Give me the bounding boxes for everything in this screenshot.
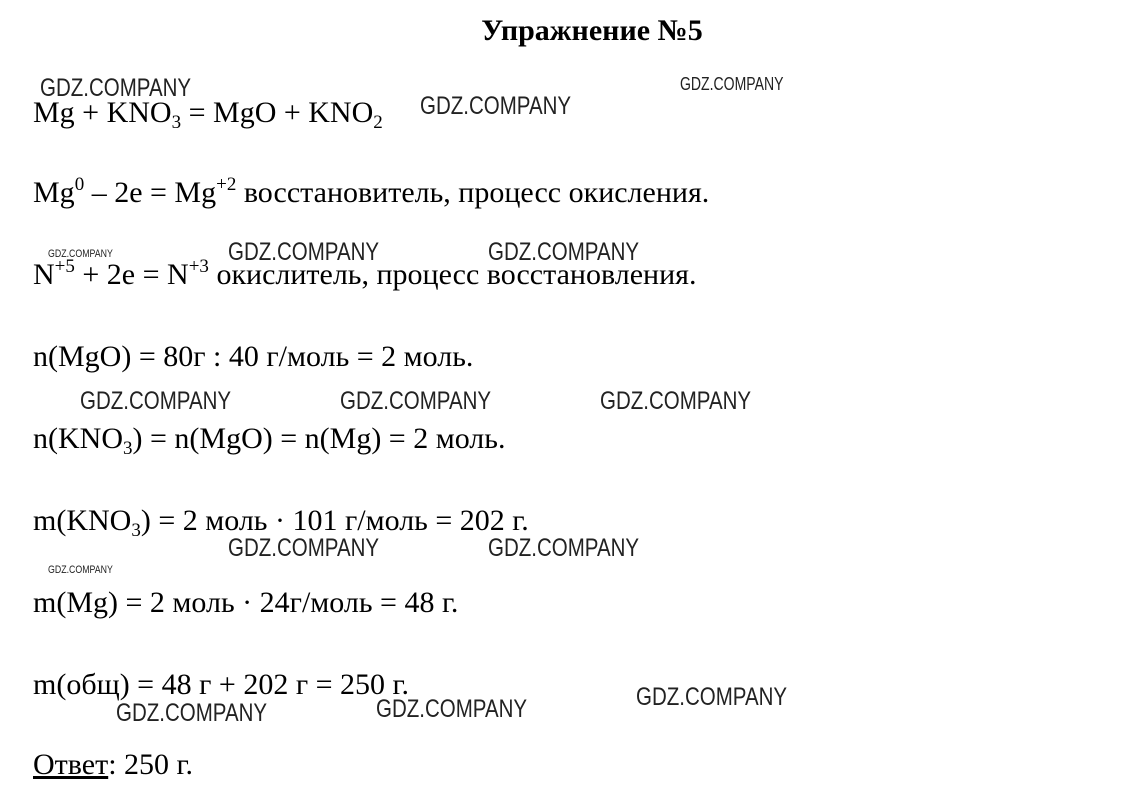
calc-moles-kno3: $n(KNO_3) = n(MgO) = n(Mg) = 2$ моль. [33,422,506,459]
watermark: GDZ.COMPANY [488,238,640,266]
oxidation-half-reaction: $Mg^0 - 2e = Mg^{+2}$ восстановитель, процесс окисления. [33,174,710,209]
calc-mass-mg: m(Mg) = 2 моль · 24г/моль = 48 г. [33,586,459,619]
watermark: GDZ.COMPANY [636,683,788,711]
calc-mass-kno3: $m(KNO_3) = 2$ моль · 101 г/моль = 202 г. [33,504,529,541]
reduction-half-reaction: $N^{+5} + 2e = N^{+3}$ окислитель, процесс восстановления. [33,256,697,291]
reaction-equation: $Mg + KNO_3$ = MgO + $KNO_2$ [33,96,383,133]
answer-label: Ответ [33,748,109,781]
page-title: Упражнение №5 [481,14,703,47]
watermark: GDZ.COMPANY [80,387,232,415]
watermark: GDZ.COMPANY [600,387,752,415]
calc-moles-mgo: n(MgO) = 80г : 40 г/моль = 2 моль. [33,340,474,373]
calc-mass-total: m(общ) = 48 г + 202 г = 250 г. [33,668,409,701]
watermark: GDZ.COMPANY [116,699,268,727]
watermark: GDZ.COMPANY [488,534,640,562]
watermark: GDZ.COMPANY [228,238,380,266]
answer [33,748,193,782]
watermark: GDZ.COMPANY [680,74,784,94]
watermark: GDZ.COMPANY [228,534,380,562]
answer-value: : 250 г. [108,748,193,781]
watermark: GDZ.COMPANY [48,248,113,260]
watermark: GDZ.COMPANY [376,695,528,723]
watermark: GDZ.COMPANY [420,92,572,120]
watermark: GDZ.COMPANY [40,74,192,102]
watermark: GDZ.COMPANY [340,387,492,415]
watermark: GDZ.COMPANY [48,564,113,576]
